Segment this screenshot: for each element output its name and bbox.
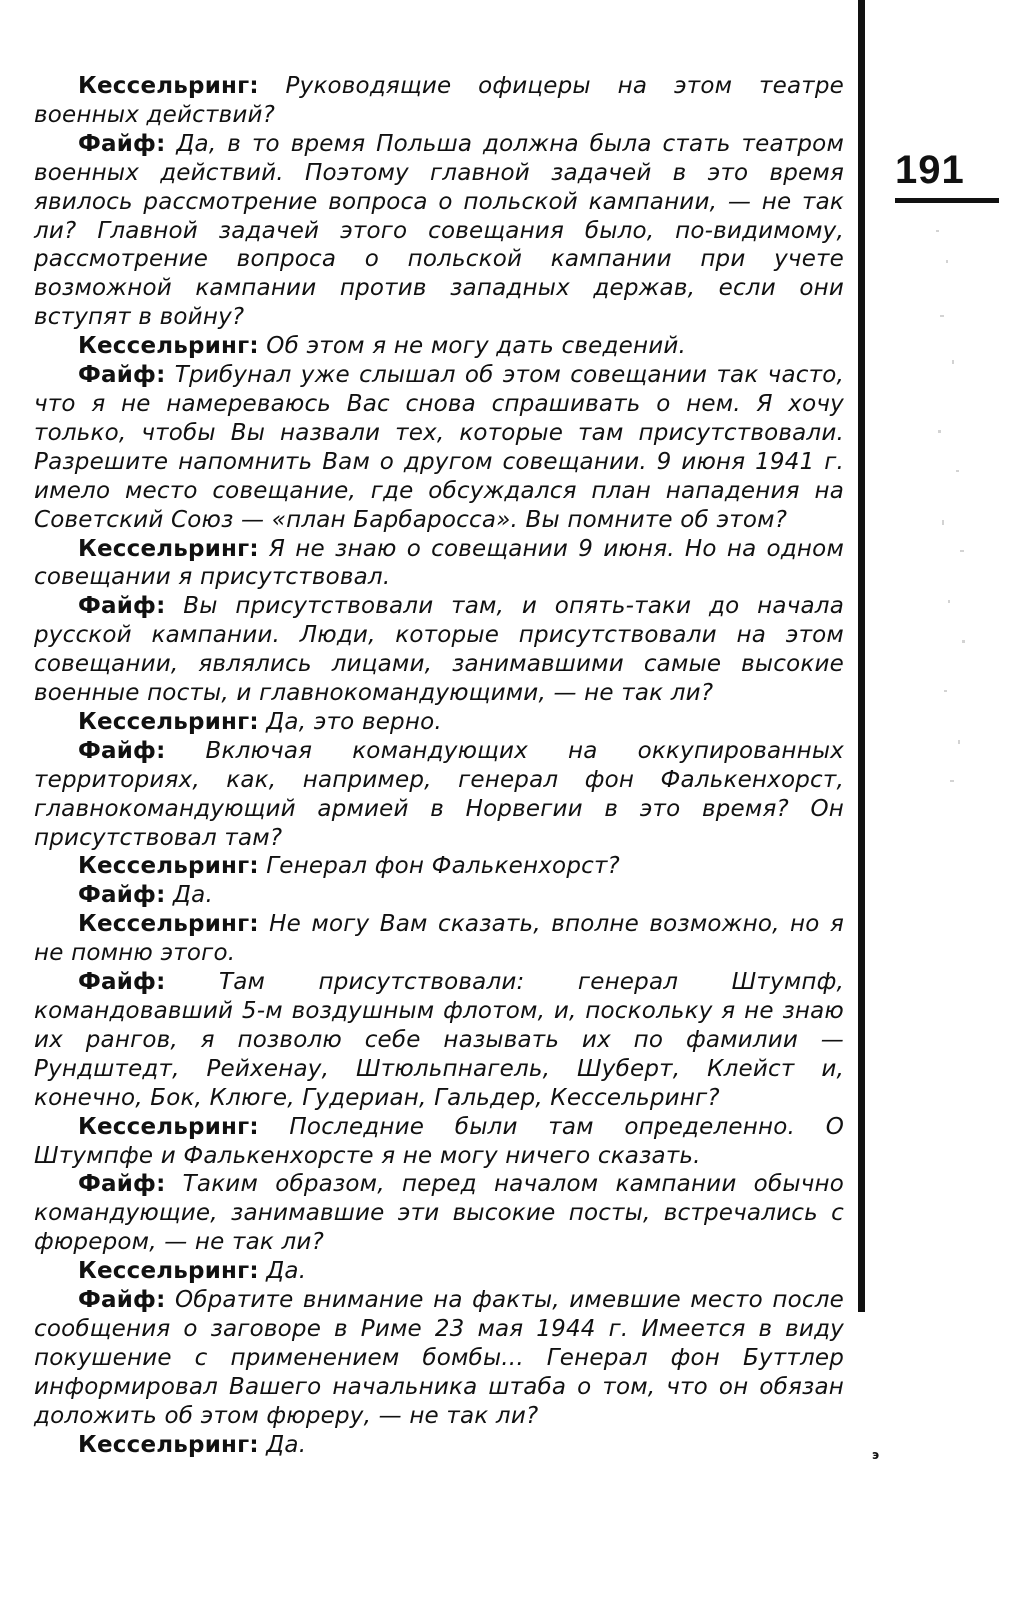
speech-text: Таким образом, перед началом кампании обычно командующие, занимавшие эти высокие посты, встречались с фюрером, — не так ли?: [34, 1171, 844, 1256]
dialogue-paragraph: [34, 592, 844, 708]
dialogue-paragraph: [34, 1286, 844, 1431]
dialogue-paragraph: [34, 1113, 844, 1171]
speech-text: Последние были там определенно. О Штумпфе и Фалькенхорсте я не могу ничего сказать.: [34, 1113, 844, 1169]
speech-text: Обратите внимание на факты, имевшие место после сообщения о заговоре в Риме 23 мая 1944 г. Имеется в виду покушение с применением бомбы... Генерал фон Буттлер информировал Вашего начальника штаба о том, что он обязан доложить об этом фюреру, — не так ли?: [34, 1287, 844, 1429]
speech-text: Об этом я не могу дать сведений.: [258, 333, 686, 360]
dialogue-paragraph: [34, 1257, 844, 1286]
transcript-text: [34, 72, 844, 1460]
dialogue-paragraph: [34, 332, 844, 361]
speech-text: Руководящие офицеры на этом театре военных действий?: [34, 73, 844, 128]
speech-text: Да, это верно.: [258, 708, 442, 735]
speaker-name: Файф:: [78, 362, 166, 389]
dialogue-paragraph: [34, 535, 844, 593]
speaker-name: Файф:: [78, 130, 166, 157]
speaker-name: Файф:: [78, 969, 166, 996]
show-through-texture: [932, 220, 972, 810]
speech-text: Генерал фон Фалькенхорст?: [258, 853, 620, 880]
speech-text: Там присутствовали: генерал Штумпф, командовавший 5-м воздушным флотом, и, поскольку я не знаю их рангов, я позволю себе называть их по фамилии — Рундштедт, Рейхенау, Штюльпнагель, Шуберт, Клейст и, конечно, Бок, Клюге, Гудериан, Гальдер, Кессельринг?: [34, 969, 844, 1111]
margin-mark: э: [872, 1448, 880, 1462]
dialogue-paragraph: [34, 881, 844, 910]
dialogue-paragraph: [34, 968, 844, 1113]
speaker-name: Кессельринг:: [78, 535, 259, 562]
speaker-name: Кессельринг:: [78, 333, 259, 360]
dialogue-paragraph: [34, 910, 844, 968]
speech-text: Да.: [258, 1258, 307, 1285]
speech-text: Вы присутствовали там, и опять-таки до начала русской кампании. Люди, которые присутствовали на этом совещании, являлись лицами, занимавшими самые высокие военные посты, и главнокомандующими, — не так ли?: [34, 593, 844, 707]
page-number: 191: [895, 148, 965, 192]
speaker-name: Кессельринг:: [78, 911, 259, 938]
speaker-name: Кессельринг:: [78, 853, 259, 880]
speech-text: Да.: [165, 882, 213, 909]
speech-text: Не могу Вам сказать, вполне возможно, но я не помню этого.: [34, 911, 844, 967]
page-number-underline: [895, 198, 999, 203]
margin-vertical-rule: [858, 0, 865, 1312]
speaker-name: Кессельринг:: [78, 1258, 259, 1285]
dialogue-paragraph: [34, 1431, 844, 1460]
dialogue-paragraph: [34, 1170, 844, 1257]
speaker-name: Файф:: [78, 737, 166, 764]
dialogue-paragraph: [34, 737, 844, 853]
speaker-name: Кессельринг:: [78, 1431, 259, 1458]
dialogue-paragraph: [34, 130, 844, 332]
speaker-name: Файф:: [78, 593, 166, 620]
speech-text: Да.: [258, 1431, 307, 1458]
dialogue-paragraph: [34, 852, 844, 881]
speaker-name: Кессельринг:: [78, 73, 259, 99]
speaker-name: Файф:: [78, 1287, 166, 1314]
dialogue-paragraph: [34, 72, 844, 130]
speech-text: Включая командующих на оккупированных территориях, как, например, генерал фон Фалькенхорст, главнокомандующий армией в Норвегии в это время? Он присутствовал там?: [34, 737, 844, 851]
speaker-name: Файф:: [78, 1171, 166, 1198]
speech-text: Трибунал уже слышал об этом совещании так часто, что я не намереваюсь Вас снова спрашивать о нем. Я хочу только, чтобы Вы назвали тех, которые там присутствовали. Разрешите напомнить Вам о другом совещании. 9 июня 1941 г. имело место совещание, где обсуждался план нападения на Советский Союз — «план Барбаросса». Вы помните об этом?: [34, 362, 844, 533]
dialogue-paragraph: [34, 708, 844, 737]
speech-text: Да, в то время Польша должна была стать театром военных действий. Поэтому главной задачей в это время явилось рассмотрение вопроса о польской кампании, — не так ли? Главной задачей этого совещания было, по-видимому, рассмотрение вопроса о польской кампании при учете возможной кампании против западных держав, если они вступят в войну?: [34, 130, 844, 331]
speech-text: Я не знаю о совещании 9 июня. Но на одном совещании я присутствовал.: [34, 535, 844, 591]
speaker-name: Кессельринг:: [78, 1113, 259, 1140]
speaker-name: Файф:: [78, 882, 166, 909]
speaker-name: Кессельринг:: [78, 708, 259, 735]
dialogue-paragraph: [34, 361, 844, 534]
